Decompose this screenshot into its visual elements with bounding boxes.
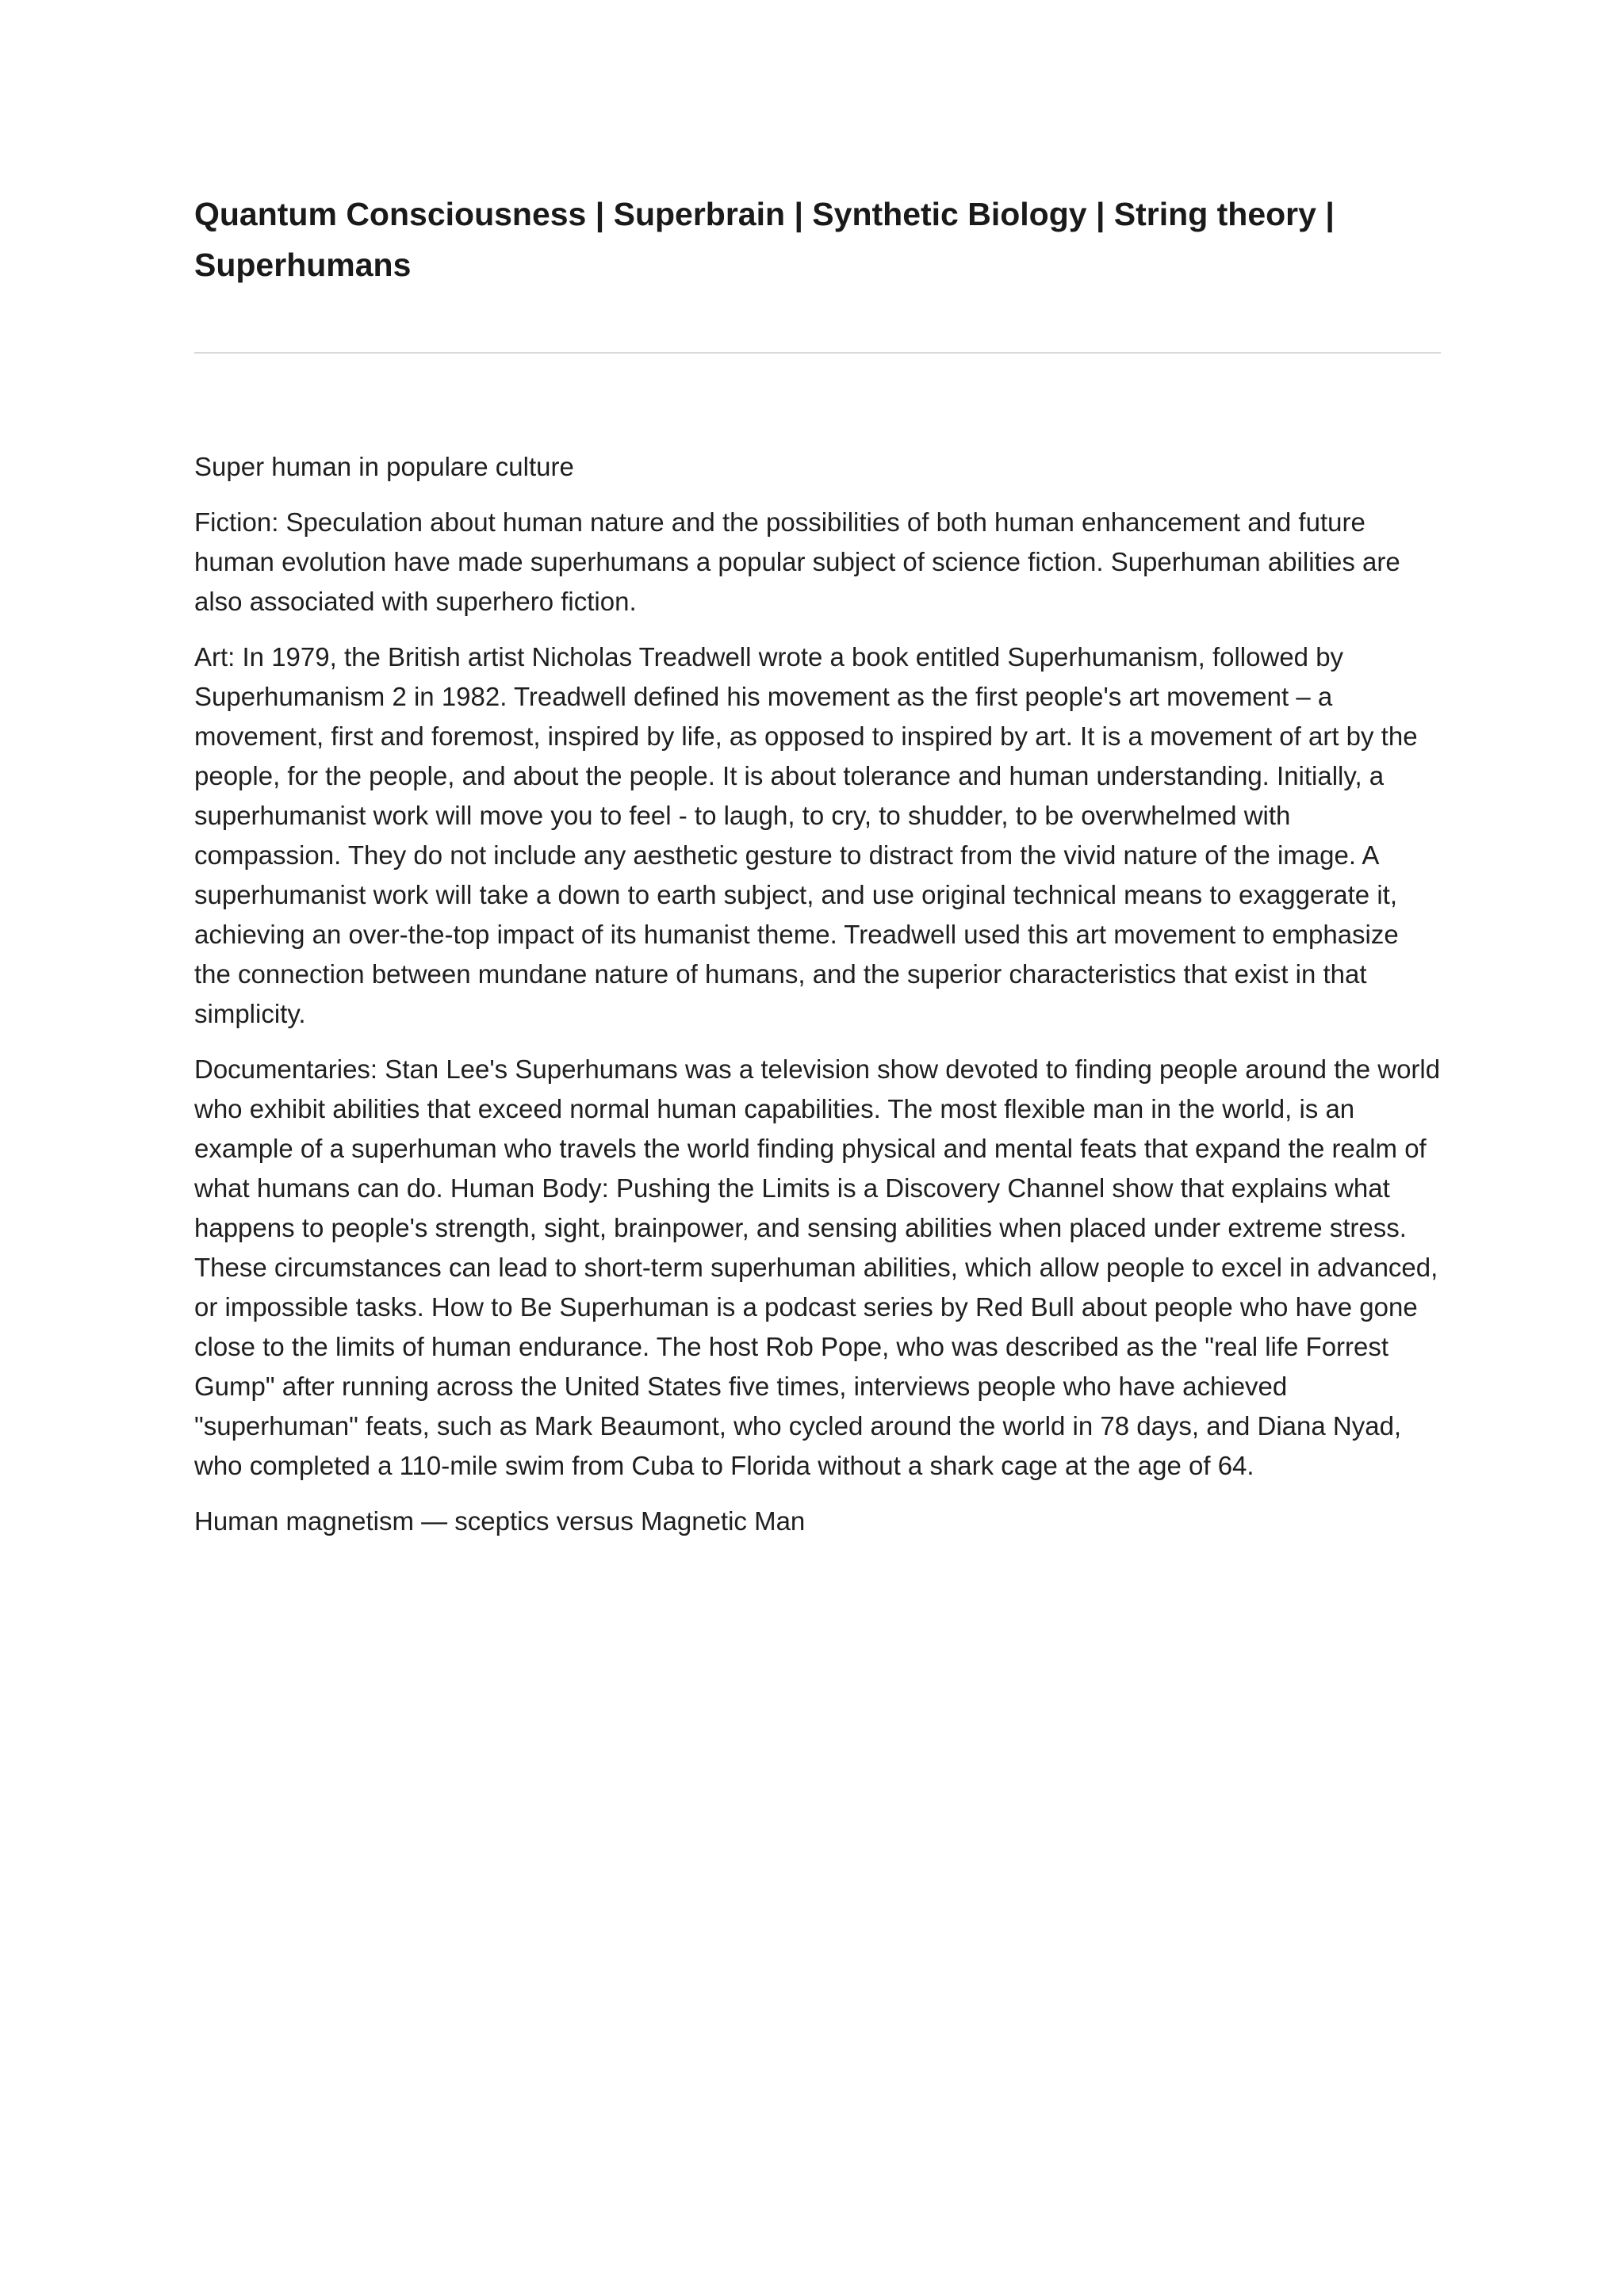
paragraph-art: Art: In 1979, the British artist Nicholas Treadwell wrote a book entitled Superhumanism, followed by Superhumanism 2 in 1982. Treadwell defined his movement as the first people's art movement – a movement, first and foremost, inspired by life, as opposed to inspired by art. It is a movement of art by the people, for the people, and about the people. It is about tolerance and human understanding. Initially, a superhumanist work will move you to feel - to laugh, to cry, to shudder, to be overwhelmed with compassion. They do not include any aesthetic gesture to distract from the vivid nature of the image. A superhumanist work will take a down to earth subject, and use original technical means to exaggerate it, achieving an over-the-top impact of its humanist theme. Treadwell used this art movement to emphasize the connection between mundane nature of humans, and the superior characteristics that exist in that simplicity.: [194, 642, 1418, 1028]
document-content: [194, 189, 1441, 1557]
section-heading-popular-culture: Super human in populare culture: [194, 452, 574, 481]
title-divider: [194, 352, 1441, 354]
article-body: [194, 447, 1441, 1541]
paragraph-documentaries: Documentaries: Stan Lee's Superhumans was a television show devoted to finding people around the world who exhibit abilities that exceed normal human capabilities. The most flexible man in the world, is an example of a superhuman who travels the world finding physical and mental feats that expand the realm of what humans can do. Human Body: Pushing the Limits is a Discovery Channel show that explains what happens to people's strength, sight, brainpower, and sensing abilities when placed under extreme stress. These circumstances can lead to short-term superhuman abilities, which allow people to excel in advanced, or impossible tasks. How to Be Superhuman is a podcast series by Red Bull about people who have gone close to the limits of human endurance. The host Rob Pope, who was described as the "real life Forrest Gump" after running across the United States five times, interviews people who have achieved "superhuman" feats, such as Mark Beaumont, who cycled around the world in 78 days, and Diana Nyad, who completed a 110-mile swim from Cuba to Florida without a shark cage at the age of 64.: [194, 1054, 1441, 1480]
page-title: Quantum Consciousness | Superbrain | Synthetic Biology | String theory | Superhumans: [194, 196, 1335, 283]
paragraph-fiction: Fiction: Speculation about human nature and the possibilities of both human enhancement and future human evolution have made superhumans a popular subject of science fiction. Superhuman abilities are also associated with superhero fiction.: [194, 507, 1400, 616]
section-heading-human-magnetism: Human magnetism — sceptics versus Magnetic Man: [194, 1506, 806, 1536]
